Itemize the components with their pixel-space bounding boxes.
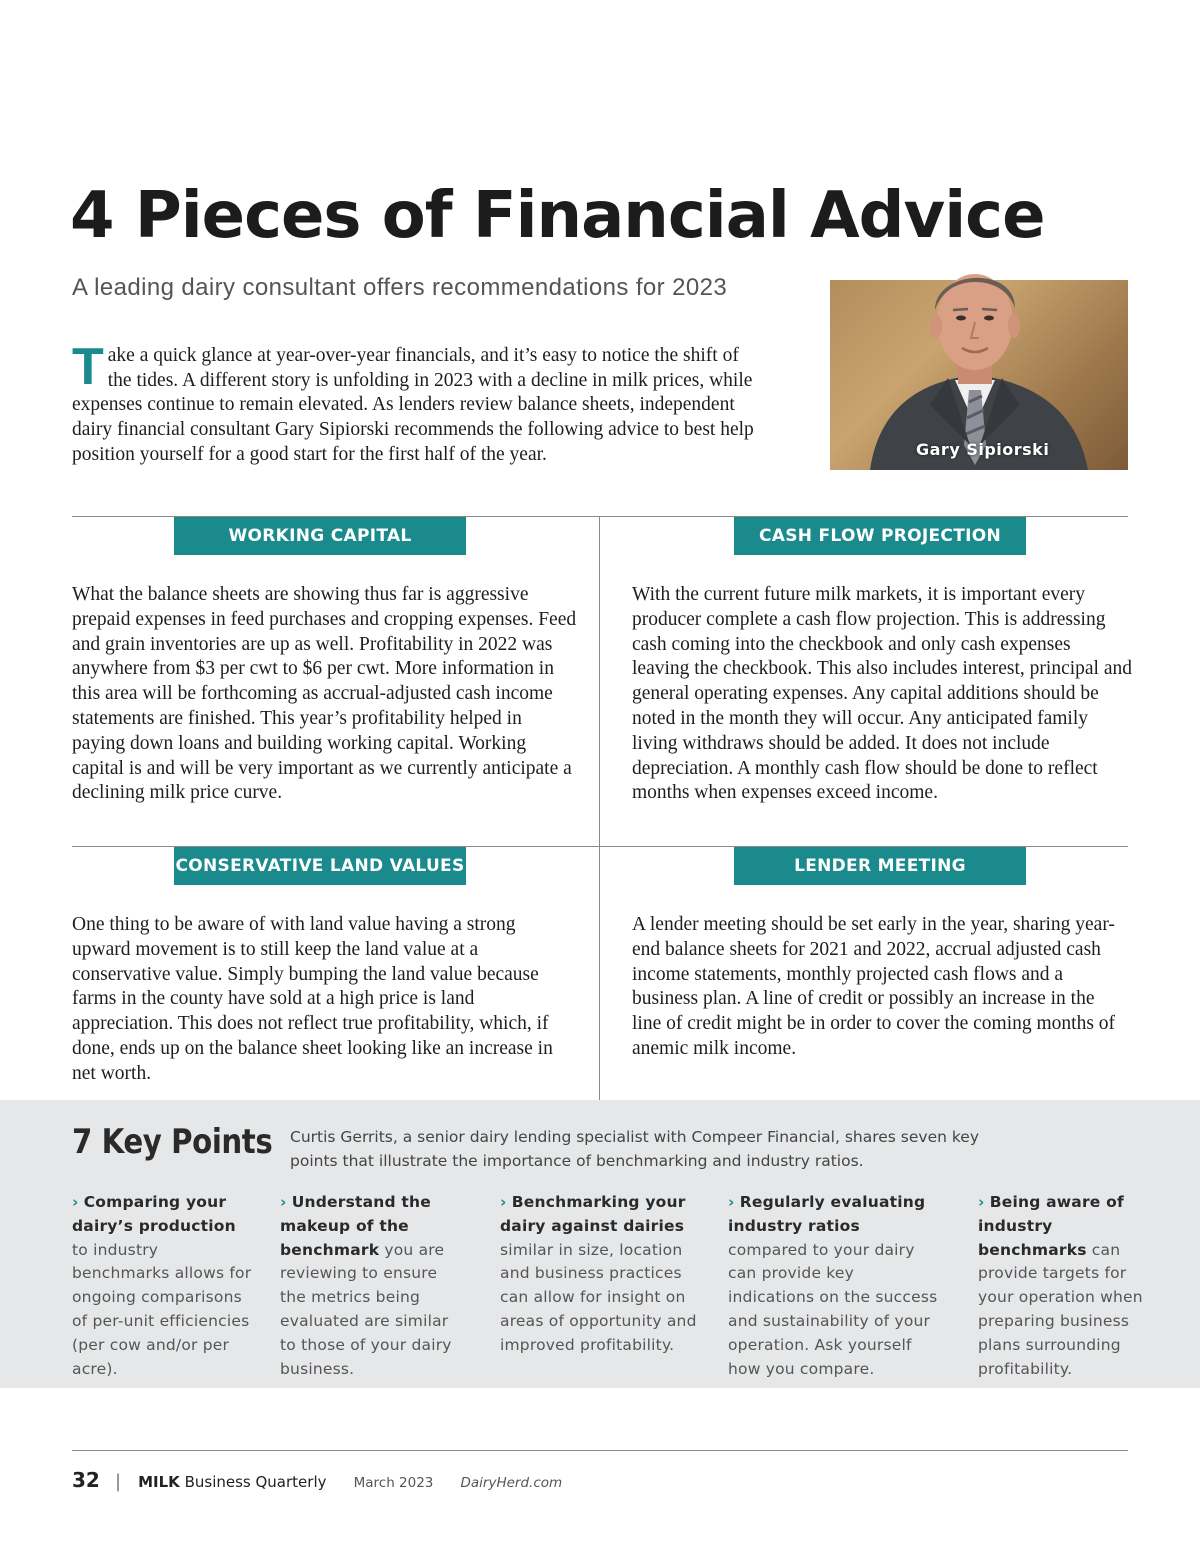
key-point-item: [978, 1191, 1158, 1381]
key-point-lead: Understand the makeup of the benchmark: [280, 1193, 431, 1259]
intro-paragraph: [72, 338, 762, 468]
footer-separator: |: [114, 1471, 122, 1492]
article-title: 4 Pieces of Financial Advice: [70, 179, 1045, 253]
column-divider: [599, 516, 600, 1100]
magazine-name-bold: MILK: [138, 1473, 180, 1491]
chevron-right-icon: ›: [72, 1193, 79, 1211]
key-points-title: 7 Key Points: [72, 1122, 273, 1162]
page-footer: [72, 1468, 562, 1492]
magazine-name-rest: Business Quarterly: [179, 1473, 327, 1491]
section-body-conservative-land-values: One thing to be aware of with land value having a strong upward movement is to still keep the land value at a conservative value. Simply bumping the land value because farms in the county have sold at a high price is land appreciation. This does not reflect true profitability, which, if done, ends up on the balance sheet looking like an increase in net worth.: [72, 914, 553, 1084]
section-heading-working-capital: WORKING CAPITAL: [174, 517, 466, 555]
key-point-lead: Benchmarking your dairy against dairies: [500, 1193, 686, 1235]
key-point-item: [728, 1191, 943, 1381]
key-point-item: [500, 1191, 700, 1358]
page-number: 32: [72, 1468, 100, 1492]
drop-cap: T: [72, 338, 104, 396]
chevron-right-icon: ›: [280, 1193, 287, 1211]
section-body-working-capital: What the balance sheets are showing thus far is aggressive prepaid expenses in feed purchases and cropping expenses. Feed and grain inventories are up as well. Profitability in 2022 was anywhere from $3 per cwt to $6 per cwt. More information in this area will be forthcoming as accrual-adjusted cash income statements are finished. This year’s profitability helped in paying down loans and building working capital. Working capital is and will be very important as we currently anticipate a declining milk price curve.: [72, 584, 577, 804]
portrait-illustration: [830, 230, 1128, 470]
magazine-name: [138, 1473, 326, 1491]
section-heading-lender-meeting: LENDER MEETING: [734, 847, 1026, 885]
chevron-right-icon: ›: [978, 1193, 985, 1211]
key-points-intro: Curtis Gerrits, a senior dairy lending specialist with Compeer Financial, shares seven key points that illustrate the importance of benchmarking and industry ratios.: [290, 1128, 980, 1170]
key-point-text: you are reviewing to ensure the metrics being evaluated are similar to those of your dairy business.: [280, 1240, 452, 1378]
key-point-lead: Regularly evaluating industry ratios: [728, 1193, 926, 1235]
key-point-item: [280, 1191, 465, 1381]
key-point-text: to industry benchmarks allows for ongoing comparisons of per-unit efficiencies (per cow and/or per acre).: [72, 1240, 252, 1378]
article-subtitle: A leading dairy consultant offers recommendations for 2023: [72, 274, 728, 301]
section-body-cash-flow-projection: With the current future milk markets, it is important every producer complete a cash flow projection. This is addressing cash coming into the checkbook and only cash expenses leaving the checkbook. This also includes interest, principal and general operating expenses. Any capital additions should be noted in the month they will occur. Any anticipated family living withdraws should be added. It does not include depreciation. A monthly cash flow should be done to reflect months when expenses exceed income.: [632, 584, 1133, 804]
chevron-right-icon: ›: [728, 1193, 735, 1211]
key-point-lead: Comparing your dairy’s production: [72, 1193, 236, 1235]
key-point-lead: Being aware of industry benchmarks: [978, 1193, 1124, 1259]
issue-date: March 2023: [353, 1475, 434, 1491]
section-heading-cash-flow-projection: CASH FLOW PROJECTION: [734, 517, 1026, 555]
key-point-text: compared to your dairy can provide key indications on the success and sustainability of your operation. Ask yourself how you compare.: [728, 1240, 938, 1378]
website-link[interactable]: DairyHerd.com: [460, 1475, 563, 1491]
author-photo: [830, 280, 1128, 470]
footer-divider: [72, 1450, 1128, 1451]
key-point-text: similar in size, location and business practices can allow for insight on areas of opportunity and improved profitability.: [500, 1240, 697, 1354]
key-point-text: can provide targets for your operation when preparing business plans surrounding profitability.: [978, 1240, 1143, 1378]
photo-caption: Gary Sipiorski: [916, 440, 1050, 459]
chevron-right-icon: ›: [500, 1193, 507, 1211]
section-heading-conservative-land-values: CONSERVATIVE LAND VALUES: [174, 847, 466, 885]
key-point-item: [72, 1191, 252, 1381]
section-body-lender-meeting: A lender meeting should be set early in the year, sharing year-end balance sheets for 2021 and 2022, accrual adjusted cash income statements, monthly projected cash flows and a business plan. A line of credit or possibly an increase in the line of credit might be in order to cover the coming months of anemic milk income.: [632, 914, 1116, 1059]
intro-text: ake a quick glance at year-over-year financials, and it’s easy to notice the shift of the tides. A different story is unfolding in 2023 with a decline in milk prices, while expenses continue to remain elevated. As lenders review balance sheets, independent dairy financial consultant Gary Sipiorski recommends the following advice to best help position yourself for a good start for the first half of the year.: [72, 345, 754, 465]
